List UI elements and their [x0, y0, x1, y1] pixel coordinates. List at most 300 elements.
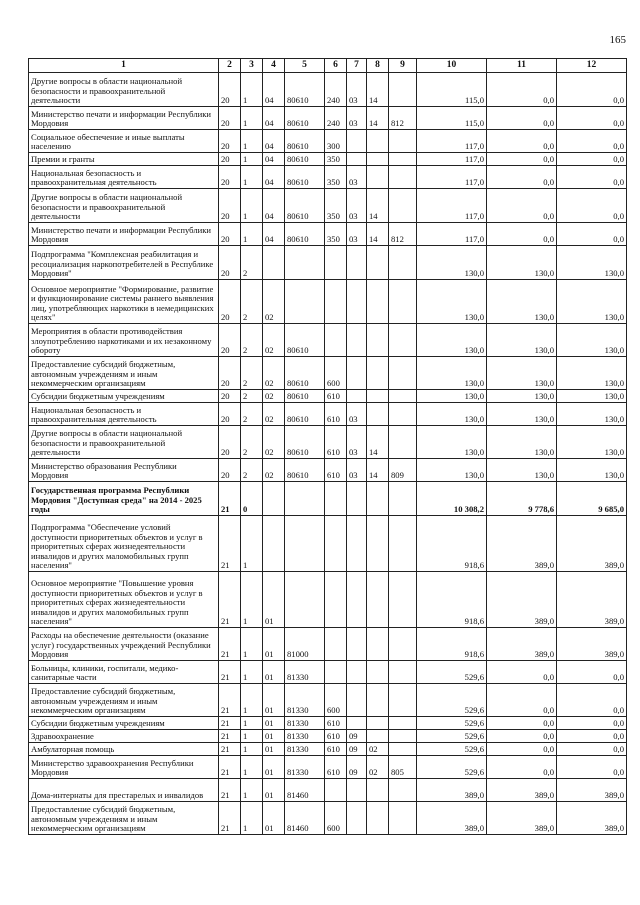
table-row	[29, 153, 627, 166]
row-name: Министерство печати и информации Республики Мордовия	[29, 107, 219, 130]
code-cell	[389, 73, 417, 107]
table-row	[29, 684, 627, 717]
row-name: Министерство печати и информации Республики Мордовия	[29, 223, 219, 246]
code-cell	[389, 661, 417, 684]
code-cell	[389, 516, 417, 572]
code-cell: 2	[241, 280, 263, 324]
code-cell	[389, 403, 417, 426]
code-cell	[389, 189, 417, 223]
amount-cell: 130,0	[417, 280, 487, 324]
row-name: Предоставление субсидий бюджетным, автономным учреждениям и иным некоммерческим организациям	[29, 802, 219, 835]
code-cell: 21	[219, 717, 241, 730]
code-cell: 14	[367, 459, 389, 482]
code-cell	[285, 246, 325, 280]
code-cell: 350	[325, 153, 347, 166]
amount-cell: 389,0	[417, 802, 487, 835]
amount-cell: 0,0	[487, 756, 557, 779]
code-cell: 02	[263, 403, 285, 426]
code-cell: 09	[347, 743, 367, 756]
column-header: 5	[285, 59, 325, 73]
amount-cell: 0,0	[557, 189, 627, 223]
table-row	[29, 779, 627, 802]
table-row	[29, 743, 627, 756]
code-cell	[389, 426, 417, 459]
code-cell: 21	[219, 628, 241, 661]
code-cell	[367, 717, 389, 730]
code-cell: 809	[389, 459, 417, 482]
code-cell	[389, 280, 417, 324]
code-cell: 2	[241, 426, 263, 459]
code-cell: 01	[263, 802, 285, 835]
code-cell	[347, 280, 367, 324]
code-cell: 1	[241, 661, 263, 684]
code-cell: 01	[263, 717, 285, 730]
table-row	[29, 717, 627, 730]
table-row	[29, 73, 627, 107]
row-name: Основное мероприятие "Повышение уровня доступности приоритетных объектов и услуг в приоритетных сферах жизнедеятельности инвалидов и других маломобильных групп населения"	[29, 572, 219, 628]
amount-cell: 130,0	[487, 390, 557, 403]
column-header: 11	[487, 59, 557, 73]
code-cell: 02	[263, 390, 285, 403]
amount-cell: 130,0	[417, 426, 487, 459]
code-cell	[367, 684, 389, 717]
amount-cell: 130,0	[487, 246, 557, 280]
code-cell: 20	[219, 426, 241, 459]
amount-cell: 389,0	[487, 572, 557, 628]
code-cell: 1	[241, 107, 263, 130]
code-cell	[347, 390, 367, 403]
code-cell: 20	[219, 403, 241, 426]
code-cell: 81330	[285, 717, 325, 730]
column-header: 8	[367, 59, 389, 73]
code-cell: 20	[219, 390, 241, 403]
code-cell: 04	[263, 107, 285, 130]
code-cell: 20	[219, 357, 241, 390]
code-cell: 350	[325, 166, 347, 189]
code-cell: 805	[389, 756, 417, 779]
amount-cell: 130,0	[417, 390, 487, 403]
code-cell: 20	[219, 246, 241, 280]
code-cell	[347, 572, 367, 628]
code-cell: 2	[241, 357, 263, 390]
code-cell: 2	[241, 459, 263, 482]
code-cell: 610	[325, 743, 347, 756]
code-cell: 812	[389, 223, 417, 246]
code-cell	[347, 357, 367, 390]
amount-cell: 130,0	[557, 280, 627, 324]
code-cell: 21	[219, 516, 241, 572]
code-cell	[389, 628, 417, 661]
code-cell: 2	[241, 403, 263, 426]
code-cell: 01	[263, 756, 285, 779]
code-cell: 20	[219, 73, 241, 107]
code-cell: 600	[325, 357, 347, 390]
code-cell: 01	[263, 661, 285, 684]
amount-cell: 0,0	[557, 684, 627, 717]
code-cell: 610	[325, 403, 347, 426]
code-cell: 04	[263, 153, 285, 166]
code-cell: 20	[219, 153, 241, 166]
code-cell: 02	[263, 280, 285, 324]
code-cell: 1	[241, 153, 263, 166]
code-cell: 20	[219, 166, 241, 189]
column-header: 10	[417, 59, 487, 73]
code-cell	[389, 743, 417, 756]
code-cell: 21	[219, 802, 241, 835]
code-cell	[389, 357, 417, 390]
table-row	[29, 516, 627, 572]
amount-cell: 918,6	[417, 628, 487, 661]
code-cell: 812	[389, 107, 417, 130]
code-cell: 2	[241, 390, 263, 403]
code-cell: 1	[241, 802, 263, 835]
code-cell	[263, 516, 285, 572]
table-row	[29, 189, 627, 223]
amount-cell: 117,0	[417, 130, 487, 153]
code-cell: 80610	[285, 459, 325, 482]
code-cell: 21	[219, 482, 241, 516]
code-cell	[325, 516, 347, 572]
code-cell	[285, 572, 325, 628]
code-cell	[389, 684, 417, 717]
code-cell: 20	[219, 130, 241, 153]
code-cell: 02	[367, 756, 389, 779]
code-cell: 14	[367, 73, 389, 107]
table-row	[29, 459, 627, 482]
code-cell: 04	[263, 189, 285, 223]
code-cell: 04	[263, 73, 285, 107]
code-cell: 2	[241, 324, 263, 357]
amount-cell: 117,0	[417, 223, 487, 246]
row-name: Другие вопросы в области национальной безопасности и правоохранительной деятельности	[29, 426, 219, 459]
row-name: Субсидии бюджетным учреждениям	[29, 390, 219, 403]
amount-cell: 130,0	[417, 324, 487, 357]
code-cell: 1	[241, 717, 263, 730]
code-cell	[367, 280, 389, 324]
table-body	[29, 73, 627, 835]
code-cell	[325, 482, 347, 516]
amount-cell: 0,0	[487, 730, 557, 743]
code-cell: 350	[325, 223, 347, 246]
row-name: Расходы на обеспечение деятельности (оказание услуг) государственных учреждений Республики Мордовия	[29, 628, 219, 661]
amount-cell: 0,0	[557, 166, 627, 189]
code-cell: 03	[347, 189, 367, 223]
row-name: Субсидии бюджетным учреждениям	[29, 717, 219, 730]
code-cell	[325, 324, 347, 357]
code-cell	[367, 246, 389, 280]
code-cell: 09	[347, 756, 367, 779]
code-cell	[347, 246, 367, 280]
code-cell: 1	[241, 628, 263, 661]
amount-cell: 389,0	[557, 572, 627, 628]
code-cell: 80610	[285, 223, 325, 246]
code-cell: 81460	[285, 802, 325, 835]
row-name: Министерство образования Республики Мордовия	[29, 459, 219, 482]
code-cell: 01	[263, 779, 285, 802]
code-cell: 610	[325, 730, 347, 743]
code-cell	[347, 482, 367, 516]
code-cell: 20	[219, 324, 241, 357]
amount-cell: 117,0	[417, 189, 487, 223]
code-cell	[389, 802, 417, 835]
code-cell: 81000	[285, 628, 325, 661]
code-cell	[263, 482, 285, 516]
table-row	[29, 223, 627, 246]
amount-cell: 0,0	[557, 730, 627, 743]
column-header: 1	[29, 59, 219, 73]
code-cell: 80610	[285, 130, 325, 153]
amount-cell: 130,0	[417, 246, 487, 280]
amount-cell: 0,0	[487, 661, 557, 684]
amount-cell: 0,0	[557, 73, 627, 107]
amount-cell: 130,0	[487, 403, 557, 426]
code-cell: 03	[347, 426, 367, 459]
amount-cell: 0,0	[557, 743, 627, 756]
code-cell	[325, 661, 347, 684]
page-number: 165	[609, 34, 626, 46]
code-cell: 1	[241, 684, 263, 717]
code-cell	[347, 153, 367, 166]
table-row	[29, 802, 627, 835]
code-cell: 80610	[285, 357, 325, 390]
amount-cell: 0,0	[487, 684, 557, 717]
code-cell: 80610	[285, 403, 325, 426]
code-cell: 02	[263, 426, 285, 459]
code-cell: 600	[325, 802, 347, 835]
row-name: Государственная программа Республики Мордовия "Доступная среда" на 2014 - 2025 годы	[29, 482, 219, 516]
code-cell: 02	[367, 743, 389, 756]
amount-cell: 918,6	[417, 516, 487, 572]
table-row	[29, 628, 627, 661]
amount-cell: 130,0	[487, 459, 557, 482]
budget-table	[28, 58, 627, 835]
amount-cell: 529,6	[417, 717, 487, 730]
amount-cell: 529,6	[417, 684, 487, 717]
code-cell: 01	[263, 743, 285, 756]
code-cell: 80610	[285, 73, 325, 107]
code-cell: 20	[219, 280, 241, 324]
code-cell	[367, 628, 389, 661]
table-row	[29, 482, 627, 516]
amount-cell: 10 308,2	[417, 482, 487, 516]
code-cell	[325, 280, 347, 324]
code-cell	[389, 324, 417, 357]
amount-cell: 0,0	[557, 130, 627, 153]
column-header: 3	[241, 59, 263, 73]
code-cell: 20	[219, 459, 241, 482]
amount-cell: 0,0	[487, 743, 557, 756]
code-cell: 09	[347, 730, 367, 743]
amount-cell: 130,0	[557, 426, 627, 459]
code-cell	[389, 246, 417, 280]
code-cell: 21	[219, 743, 241, 756]
amount-cell: 115,0	[417, 73, 487, 107]
table-row	[29, 390, 627, 403]
table-row	[29, 661, 627, 684]
code-cell: 240	[325, 107, 347, 130]
code-cell	[347, 717, 367, 730]
row-name: Подпрограмма "Обеспечение условий доступности приоритетных объектов и услуг в приоритетных сферах жизнедеятельности инвалидов и других маломобильных групп населения"	[29, 516, 219, 572]
table-row	[29, 572, 627, 628]
code-cell: 1	[241, 572, 263, 628]
row-name: Мероприятия в области противодействия злоупотреблению наркотиками и их незаконному обороту	[29, 324, 219, 357]
amount-cell: 389,0	[557, 628, 627, 661]
amount-cell: 130,0	[417, 403, 487, 426]
amount-cell: 117,0	[417, 153, 487, 166]
row-name: Национальная безопасность и правоохранительная деятельность	[29, 403, 219, 426]
column-header: 12	[557, 59, 627, 73]
amount-cell: 9 685,0	[557, 482, 627, 516]
code-cell	[367, 572, 389, 628]
code-cell: 14	[367, 426, 389, 459]
amount-cell: 0,0	[487, 166, 557, 189]
code-cell: 1	[241, 779, 263, 802]
row-name: Подпрограмма "Комплексная реабилитация и ресоциализация наркопотребителей в Республике Мордовия"	[29, 246, 219, 280]
code-cell	[389, 166, 417, 189]
code-cell: 80610	[285, 153, 325, 166]
amount-cell: 0,0	[487, 189, 557, 223]
code-cell: 03	[347, 166, 367, 189]
code-cell: 80610	[285, 189, 325, 223]
row-name: Социальное обеспечение и иные выплаты населению	[29, 130, 219, 153]
code-cell	[389, 390, 417, 403]
code-cell: 1	[241, 189, 263, 223]
code-cell: 21	[219, 684, 241, 717]
row-name: Другие вопросы в области национальной безопасности и правоохранительной деятельности	[29, 73, 219, 107]
column-header: 2	[219, 59, 241, 73]
code-cell: 1	[241, 73, 263, 107]
amount-cell: 130,0	[487, 357, 557, 390]
code-cell	[367, 390, 389, 403]
code-cell	[347, 324, 367, 357]
column-header: 7	[347, 59, 367, 73]
code-cell	[367, 661, 389, 684]
code-cell: 21	[219, 572, 241, 628]
row-name: Предоставление субсидий бюджетным, автономным учреждениям и иным некоммерческим организациям	[29, 684, 219, 717]
code-cell: 14	[367, 189, 389, 223]
amount-cell: 130,0	[487, 426, 557, 459]
code-cell	[347, 802, 367, 835]
code-cell: 03	[347, 459, 367, 482]
code-cell: 610	[325, 426, 347, 459]
code-cell	[389, 730, 417, 743]
code-cell	[347, 661, 367, 684]
code-cell: 03	[347, 73, 367, 107]
amount-cell: 0,0	[557, 717, 627, 730]
code-cell	[367, 482, 389, 516]
amount-cell: 918,6	[417, 572, 487, 628]
amount-cell: 529,6	[417, 756, 487, 779]
code-cell: 02	[263, 357, 285, 390]
code-cell: 04	[263, 166, 285, 189]
code-cell: 01	[263, 730, 285, 743]
code-cell: 20	[219, 107, 241, 130]
code-cell: 80610	[285, 166, 325, 189]
code-cell	[347, 130, 367, 153]
column-header: 9	[389, 59, 417, 73]
table-row	[29, 166, 627, 189]
table-row	[29, 130, 627, 153]
amount-cell: 0,0	[487, 223, 557, 246]
code-cell	[367, 357, 389, 390]
code-cell	[263, 246, 285, 280]
code-cell	[367, 403, 389, 426]
row-name: Национальная безопасность и правоохранительная деятельность	[29, 166, 219, 189]
code-cell: 81330	[285, 661, 325, 684]
code-cell	[347, 779, 367, 802]
code-cell: 21	[219, 730, 241, 743]
code-cell: 610	[325, 459, 347, 482]
code-cell: 03	[347, 403, 367, 426]
amount-cell: 9 778,6	[487, 482, 557, 516]
row-name: Дома-интернаты для престарелых и инвалидов	[29, 779, 219, 802]
code-cell	[285, 280, 325, 324]
code-cell: 610	[325, 717, 347, 730]
code-cell: 03	[347, 223, 367, 246]
row-name: Премии и гранты	[29, 153, 219, 166]
code-cell: 1	[241, 130, 263, 153]
code-cell: 01	[263, 684, 285, 717]
code-cell	[367, 130, 389, 153]
code-cell	[325, 628, 347, 661]
code-cell	[367, 166, 389, 189]
table-row	[29, 324, 627, 357]
code-cell: 1	[241, 730, 263, 743]
amount-cell: 529,6	[417, 743, 487, 756]
code-cell: 350	[325, 189, 347, 223]
column-header: 6	[325, 59, 347, 73]
code-cell	[367, 802, 389, 835]
code-cell: 80610	[285, 426, 325, 459]
code-cell	[367, 516, 389, 572]
code-cell: 01	[263, 572, 285, 628]
code-cell	[285, 482, 325, 516]
row-name: Больницы, клиники, госпитали, медико-санитарные части	[29, 661, 219, 684]
code-cell: 04	[263, 223, 285, 246]
amount-cell: 130,0	[417, 357, 487, 390]
code-cell	[389, 130, 417, 153]
amount-cell: 389,0	[487, 516, 557, 572]
code-cell: 14	[367, 107, 389, 130]
code-cell	[347, 684, 367, 717]
code-cell: 21	[219, 661, 241, 684]
code-cell: 04	[263, 130, 285, 153]
code-cell: 1	[241, 223, 263, 246]
code-cell: 02	[263, 459, 285, 482]
amount-cell: 0,0	[557, 153, 627, 166]
amount-cell: 389,0	[487, 779, 557, 802]
code-cell: 21	[219, 779, 241, 802]
code-cell: 02	[263, 324, 285, 357]
amount-cell: 115,0	[417, 107, 487, 130]
table-row	[29, 730, 627, 743]
code-cell: 600	[325, 684, 347, 717]
code-cell	[389, 717, 417, 730]
code-cell	[367, 324, 389, 357]
amount-cell: 130,0	[557, 246, 627, 280]
row-name: Амбулаторная помощь	[29, 743, 219, 756]
amount-cell: 130,0	[557, 403, 627, 426]
code-cell	[389, 779, 417, 802]
amount-cell: 130,0	[557, 357, 627, 390]
code-cell: 81330	[285, 684, 325, 717]
amount-cell: 117,0	[417, 166, 487, 189]
code-cell: 81460	[285, 779, 325, 802]
code-cell	[367, 779, 389, 802]
row-name: Здравоохранение	[29, 730, 219, 743]
code-cell: 610	[325, 390, 347, 403]
amount-cell: 0,0	[557, 661, 627, 684]
